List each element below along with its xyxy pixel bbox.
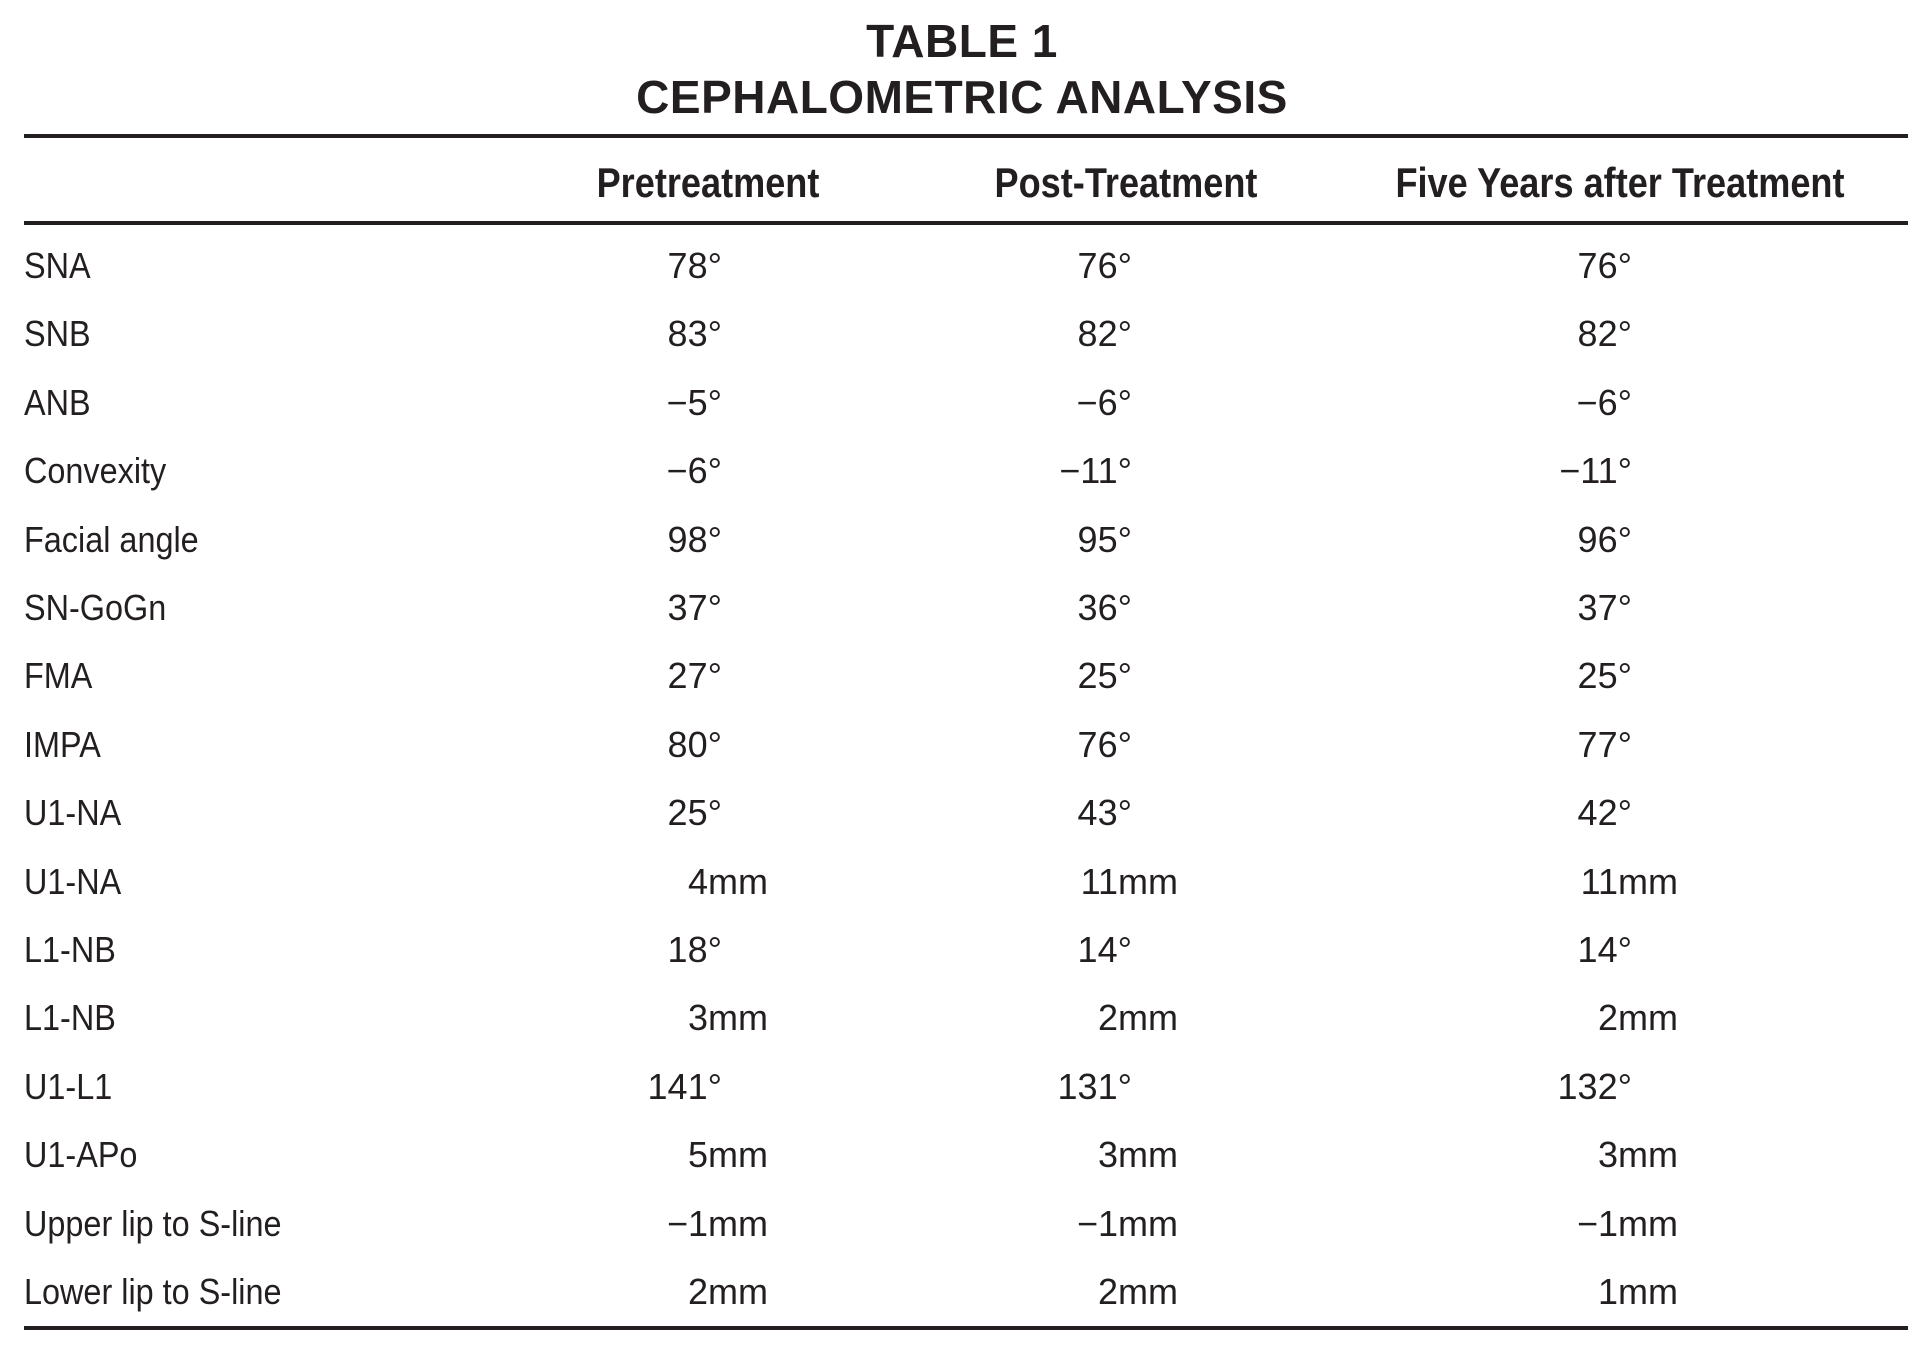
table-row — [0, 1262, 1924, 1322]
cell-post-treatment: 2mm — [1098, 997, 1178, 1039]
table-row — [0, 373, 1924, 433]
cell-five-years: 2mm — [1598, 997, 1678, 1039]
bottom-rule — [24, 1326, 1908, 1330]
table-row — [0, 1194, 1924, 1254]
row-label: SN-GoGn — [24, 587, 167, 628]
table-row — [0, 646, 1924, 706]
cell-five-years: −11° — [1559, 450, 1632, 492]
cell-pretreatment: 18° — [667, 929, 722, 970]
cell-post-treatment: 2mm — [1098, 1271, 1178, 1312]
cell-pretreatment: 37° — [667, 587, 722, 628]
header-rule — [24, 221, 1908, 225]
row-label: Lower lip to S-line — [24, 1271, 282, 1312]
cell-post-treatment: −6° — [1076, 381, 1132, 423]
row-label: U1-NA — [24, 860, 122, 902]
row-label: U1-APo — [24, 1134, 138, 1176]
cell-five-years: 3mm — [1598, 1134, 1678, 1176]
cell-five-years: −1mm — [1576, 1202, 1678, 1244]
cell-five-years: 37° — [1577, 587, 1632, 628]
cell-post-treatment: 14° — [1077, 929, 1132, 970]
cell-pretreatment: 5mm — [688, 1134, 768, 1176]
cell-post-treatment: −11° — [1059, 450, 1132, 492]
cell-post-treatment: 76° — [1077, 245, 1132, 286]
row-label: SNA — [24, 245, 91, 286]
row-label: U1-L1 — [24, 1065, 113, 1107]
cell-five-years: 14° — [1577, 929, 1632, 970]
row-label: Upper lip to S-line — [24, 1202, 282, 1244]
cell-pretreatment: 2mm — [688, 1271, 768, 1312]
table-row — [0, 304, 1924, 364]
cell-post-treatment: 76° — [1077, 723, 1132, 765]
column-header-pretreatment: Pretreatment — [596, 159, 820, 206]
cell-five-years: 76° — [1577, 245, 1632, 286]
row-label: IMPA — [24, 723, 101, 765]
cell-five-years: 82° — [1577, 313, 1632, 355]
table-row — [0, 715, 1924, 775]
cell-pretreatment: 98° — [667, 518, 722, 560]
row-label: U1-NA — [24, 792, 122, 834]
row-label: FMA — [24, 655, 93, 697]
cell-post-treatment: 82° — [1077, 313, 1132, 355]
cell-pretreatment: 78° — [667, 245, 722, 286]
cell-post-treatment: 25° — [1077, 655, 1132, 697]
cell-pretreatment: −5° — [666, 381, 722, 423]
cell-five-years: 25° — [1577, 655, 1632, 697]
row-label: Facial angle — [24, 518, 199, 560]
cell-five-years: 96° — [1577, 518, 1632, 560]
cell-five-years: 77° — [1577, 723, 1632, 765]
cell-pretreatment: −1mm — [666, 1202, 768, 1244]
cell-five-years: 11mm — [1580, 860, 1678, 902]
cell-pretreatment: −6° — [666, 450, 722, 492]
row-label: L1-NB — [24, 997, 116, 1039]
table-row — [0, 1125, 1924, 1185]
table-row — [0, 988, 1924, 1048]
cell-post-treatment: 43° — [1077, 792, 1132, 834]
cell-pretreatment: 25° — [667, 792, 722, 834]
row-label: ANB — [24, 381, 91, 423]
table-row — [0, 510, 1924, 570]
column-header-post-treatment: Post-Treatment — [994, 159, 1258, 206]
cell-five-years: 42° — [1577, 792, 1632, 834]
cell-pretreatment: 27° — [667, 655, 722, 697]
cell-post-treatment: 131° — [1057, 1065, 1132, 1107]
cell-pretreatment: 3mm — [688, 997, 768, 1039]
cell-post-treatment: 3mm — [1098, 1134, 1178, 1176]
table-row — [0, 578, 1924, 638]
table-row — [0, 236, 1924, 296]
table-row — [0, 1057, 1924, 1117]
row-label: SNB — [24, 313, 91, 355]
cell-pretreatment: 141° — [647, 1065, 722, 1107]
row-label: Convexity — [24, 450, 167, 492]
cell-pretreatment: 83° — [667, 313, 722, 355]
table-title: TABLE 1 — [866, 15, 1058, 67]
cell-pretreatment: 80° — [667, 723, 722, 765]
table-row — [0, 852, 1924, 912]
cell-post-treatment: 95° — [1077, 518, 1132, 560]
row-label: L1-NB — [24, 929, 116, 970]
cell-five-years: −6° — [1576, 381, 1632, 423]
table-row — [0, 441, 1924, 501]
cell-five-years: 132° — [1557, 1065, 1632, 1107]
cell-post-treatment: 11mm — [1080, 860, 1178, 902]
table-row — [0, 920, 1924, 980]
top-rule — [24, 134, 1908, 138]
cell-post-treatment: 36° — [1077, 587, 1132, 628]
table-subtitle: CEPHALOMETRIC ANALYSIS — [636, 71, 1288, 123]
cell-post-treatment: −1mm — [1076, 1202, 1178, 1244]
column-header-five-years: Five Years after Treatment — [1395, 159, 1845, 206]
cell-pretreatment: 4mm — [688, 860, 768, 902]
table-row — [0, 783, 1924, 843]
cell-five-years: 1mm — [1598, 1271, 1678, 1312]
